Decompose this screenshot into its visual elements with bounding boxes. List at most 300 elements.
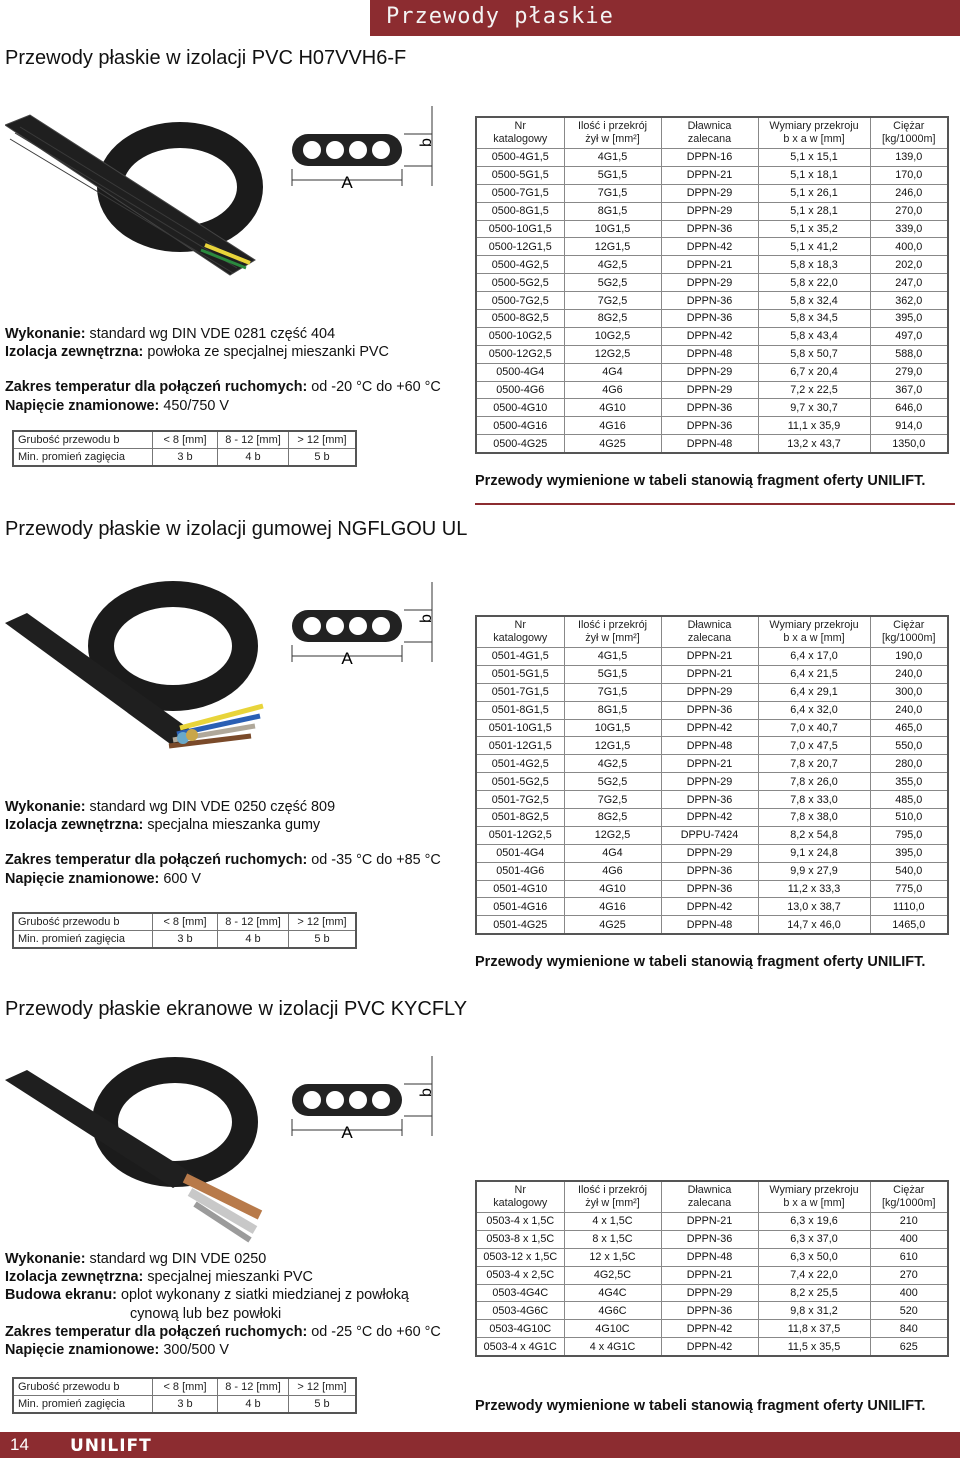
table-row [476, 773, 948, 791]
table-cell: 510,0 [870, 809, 948, 827]
bend-value-cell: 3 b [153, 1396, 218, 1414]
section-title-pvc: Przewody płaskie w izolacji PVC H07VVH6-F [5, 47, 407, 69]
table-cell: DPPN-36 [661, 791, 758, 809]
table-cell: 4G25 [564, 435, 661, 453]
table-cell: 6,3 x 37,0 [758, 1230, 870, 1248]
table-cell: 540,0 [870, 862, 948, 880]
table-cell: 367,0 [870, 381, 948, 399]
table-cell: DPPN-48 [661, 345, 758, 363]
table-cell: 12 x 1,5C [564, 1248, 661, 1266]
table-cell: 0503-4G10C [476, 1320, 564, 1338]
table-row [476, 435, 948, 453]
table-row [476, 1284, 948, 1302]
table-row [476, 399, 948, 417]
bend-header-cell: > 12 [mm] [289, 431, 357, 449]
table-cell: 0500-5G2,5 [476, 274, 564, 292]
table-cell: DPPN-29 [661, 274, 758, 292]
table-row [476, 310, 948, 328]
table-cell: 12G2,5 [564, 345, 661, 363]
table-cell: DPPN-21 [661, 256, 758, 274]
table-row [476, 844, 948, 862]
table-cell: 0503-4 x 2,5C [476, 1266, 564, 1284]
table-cell: 14,7 x 46,0 [758, 916, 870, 934]
table-cell: 0501-7G2,5 [476, 791, 564, 809]
table-cell: 240,0 [870, 701, 948, 719]
table-row [476, 238, 948, 256]
description-line [5, 325, 467, 343]
table-cell: DPPN-36 [661, 310, 758, 328]
dim-a-label: A [341, 173, 353, 192]
column-header: Nr katalogowy [476, 117, 564, 149]
table-cell: 190,0 [870, 648, 948, 666]
table-cell: 4G6 [564, 381, 661, 399]
column-header: Nr katalogowy [476, 1181, 564, 1213]
table-cell: 247,0 [870, 274, 948, 292]
table-cell: DPPN-36 [661, 1302, 758, 1320]
table-cell: DPPN-36 [661, 292, 758, 310]
table-cell: DPPN-29 [661, 363, 758, 381]
bend-value-cell: 4 b [218, 1396, 289, 1414]
description-label: Izolacja zewnętrzna: [5, 817, 144, 834]
table-cell: 362,0 [870, 292, 948, 310]
description-value: specjalna mieszanka gumy [143, 817, 321, 834]
table-cell: 6,4 x 21,5 [758, 665, 870, 683]
table-row [476, 166, 948, 184]
column-header: Dławnica zalecana [661, 117, 758, 149]
table-cell: DPPN-42 [661, 1338, 758, 1356]
dim-a-label: A [341, 1123, 353, 1142]
description-line [5, 1341, 467, 1359]
table-cell: 465,0 [870, 719, 948, 737]
description-label: Izolacja zewnętrzna: [5, 344, 144, 361]
table-cell: 5,1 x 41,2 [758, 238, 870, 256]
table-cell: 270 [870, 1266, 948, 1284]
table-cell: 7G2,5 [564, 292, 661, 310]
description-line [5, 870, 467, 888]
table-cell: 4G2,5 [564, 256, 661, 274]
description-line [5, 851, 467, 869]
cross-section-diagram [282, 104, 442, 214]
table-cell: DPPN-21 [661, 755, 758, 773]
column-header: Wymiary przekroju b x a w [mm] [758, 117, 870, 149]
table-cell: 12G1,5 [564, 238, 661, 256]
table-cell: 9,8 x 31,2 [758, 1302, 870, 1320]
table-cell: 6,7 x 20,4 [758, 363, 870, 381]
description-label: Napięcie znamionowe: [5, 1342, 160, 1359]
table-row [476, 1213, 948, 1231]
description-label: Wykonanie: [5, 326, 86, 342]
header-bar [370, 0, 960, 36]
table-cell: 646,0 [870, 399, 948, 417]
description-label: Wykonanie: [5, 1251, 86, 1267]
table-cell: 400 [870, 1284, 948, 1302]
table-cell: DPPN-36 [661, 880, 758, 898]
description-value: oplot wykonany z siatki miedzianej z powłoką [116, 1287, 409, 1304]
table-cell: 400,0 [870, 238, 948, 256]
table-cell: DPPN-29 [661, 844, 758, 862]
table-cell: 0501-12G1,5 [476, 737, 564, 755]
table-cell: 8G2,5 [564, 809, 661, 827]
table-cell: 395,0 [870, 844, 948, 862]
table-cell: DPPN-36 [661, 220, 758, 238]
table-row [476, 683, 948, 701]
description-value: od -35 °C do +85 °C [307, 852, 441, 869]
description-pvc [5, 325, 467, 415]
section-title-rubber: Przewody płaskie w izolacji gumowej NGFLGOU UL [5, 518, 468, 540]
table-cell: 0501-7G1,5 [476, 683, 564, 701]
table-cell: 5G1,5 [564, 166, 661, 184]
description-value: standard wg DIN VDE 0250 [85, 1251, 267, 1267]
table-cell: 1350,0 [870, 435, 948, 453]
table-cell: DPPN-21 [661, 648, 758, 666]
table-cell: 0503-4 x 1,5C [476, 1213, 564, 1231]
cross-section-diagram [282, 1054, 442, 1164]
table-cell: 9,9 x 27,9 [758, 862, 870, 880]
table-cell: 0501-4G1,5 [476, 648, 564, 666]
column-header: Ciężar [kg/1000m] [870, 616, 948, 648]
table-cell: DPPN-21 [661, 1213, 758, 1231]
table-row [476, 1248, 948, 1266]
table-cell: 4G10 [564, 399, 661, 417]
table-cell: 0500-4G1,5 [476, 149, 564, 167]
table-cell: 6,4 x 17,0 [758, 648, 870, 666]
column-header: Dławnica zalecana [661, 616, 758, 648]
table-cell: 7,8 x 33,0 [758, 791, 870, 809]
table-cell: 7,0 x 47,5 [758, 737, 870, 755]
table-cell: 9,1 x 24,8 [758, 844, 870, 862]
table-cell: 4G10C [564, 1320, 661, 1338]
table-cell: 7,0 x 40,7 [758, 719, 870, 737]
table-cell: DPPN-21 [661, 166, 758, 184]
table-row [476, 1302, 948, 1320]
table-cell: 400 [870, 1230, 948, 1248]
table-cell: 9,7 x 30,7 [758, 399, 870, 417]
table-cell: 0500-4G10 [476, 399, 564, 417]
table-cell: 5,1 x 28,1 [758, 202, 870, 220]
table-cell: 775,0 [870, 880, 948, 898]
cable-photo [5, 105, 265, 300]
table-cell: DPPN-36 [661, 1230, 758, 1248]
table-cell: 8G2,5 [564, 310, 661, 328]
bend-value-cell: Min. promień zagięcia [13, 449, 153, 467]
offer-note: Przewody wymienione w tabeli stanowią fragment oferty UNILIFT. [475, 1398, 926, 1414]
table-cell: DPPN-21 [661, 665, 758, 683]
table-cell: 0503-8 x 1,5C [476, 1230, 564, 1248]
table-cell: 7G2,5 [564, 791, 661, 809]
bend-value-cell: Min. promień zagięcia [13, 931, 153, 949]
description-value: standard wg DIN VDE 0281 część 404 [85, 326, 336, 342]
table-cell: 840 [870, 1320, 948, 1338]
table-cell: 0500-5G1,5 [476, 166, 564, 184]
description-line [5, 1323, 467, 1341]
table-cell: 0503-4 x 4G1C [476, 1338, 564, 1356]
description-line [5, 1268, 467, 1286]
table-cell: DPPN-36 [661, 399, 758, 417]
table-cell: 5,8 x 50,7 [758, 345, 870, 363]
table-cell: 5,8 x 18,3 [758, 256, 870, 274]
description-label: Zakres temperatur dla połączeń ruchomych: [5, 852, 308, 869]
table-row [476, 184, 948, 202]
table-cell: 11,2 x 33,3 [758, 880, 870, 898]
table-cell: 139,0 [870, 149, 948, 167]
bend-header-cell: < 8 [mm] [153, 1378, 218, 1396]
bend-header-cell: 8 - 12 [mm] [218, 1378, 289, 1396]
table-cell: 520 [870, 1302, 948, 1320]
column-header: Ilość i przekrój żył w [mm²] [564, 117, 661, 149]
table-cell: 0500-10G1,5 [476, 220, 564, 238]
description-line [5, 816, 467, 834]
table-cell: 0501-5G2,5 [476, 773, 564, 791]
table-cell: 497,0 [870, 327, 948, 345]
table-cell: 0503-4G4C [476, 1284, 564, 1302]
column-header: Ciężar [kg/1000m] [870, 117, 948, 149]
description-value: 300/500 V [159, 1342, 229, 1359]
table-cell: DPPN-42 [661, 898, 758, 916]
table-row [476, 417, 948, 435]
table-cell: 0501-4G2,5 [476, 755, 564, 773]
table-cell: 0501-4G6 [476, 862, 564, 880]
table-cell: 6,3 x 19,6 [758, 1213, 870, 1231]
description-label: Napięcie znamionowe: [5, 397, 160, 414]
table-cell: 10G2,5 [564, 327, 661, 345]
table-cell: 6,3 x 50,0 [758, 1248, 870, 1266]
dim-b-label: b [418, 614, 435, 623]
table-cell: 10G1,5 [564, 719, 661, 737]
table-cell: DPPN-29 [661, 202, 758, 220]
table-row [476, 220, 948, 238]
description-line [5, 1250, 467, 1268]
table-row [476, 327, 948, 345]
description-value: cynową lub bez powłoki [130, 1305, 282, 1322]
table-cell: DPPN-42 [661, 238, 758, 256]
table-cell: 0500-4G16 [476, 417, 564, 435]
table-cell: DPPU-7424 [661, 826, 758, 844]
table-cell: DPPN-29 [661, 683, 758, 701]
table-row [476, 292, 948, 310]
bend-value-cell: Min. promień zagięcia [13, 1396, 153, 1414]
table-cell: 0500-10G2,5 [476, 327, 564, 345]
column-header: Dławnica zalecana [661, 1181, 758, 1213]
table-cell: DPPN-48 [661, 737, 758, 755]
column-header: Nr katalogowy [476, 616, 564, 648]
table-cell: 0503-4G6C [476, 1302, 564, 1320]
table-cell: 795,0 [870, 826, 948, 844]
table-row [476, 381, 948, 399]
table-cell: 914,0 [870, 417, 948, 435]
table-cell: DPPN-36 [661, 417, 758, 435]
table-cell: 0501-10G1,5 [476, 719, 564, 737]
table-cell: 300,0 [870, 683, 948, 701]
table-row [476, 363, 948, 381]
catalog-table-pvc [475, 116, 949, 454]
table-cell: 395,0 [870, 310, 948, 328]
page-number: 14 [10, 1435, 29, 1454]
description-line [5, 343, 467, 361]
column-header: Ilość i przekrój żył w [mm²] [564, 616, 661, 648]
description-rubber [5, 798, 467, 888]
table-cell: 13,2 x 43,7 [758, 435, 870, 453]
table-cell: 0501-8G2,5 [476, 809, 564, 827]
description-line [5, 1305, 467, 1323]
description-label: Wykonanie: [5, 799, 86, 815]
table-cell: 7G1,5 [564, 683, 661, 701]
table-row [476, 755, 948, 773]
column-header: Wymiary przekroju b x a w [mm] [758, 1181, 870, 1213]
table-cell: 4G6C [564, 1302, 661, 1320]
table-cell: DPPN-21 [661, 1266, 758, 1284]
table-cell: 202,0 [870, 256, 948, 274]
description-value: od -20 °C do +60 °C [307, 379, 441, 396]
bend-radius-table [12, 1377, 357, 1414]
description-shielded [5, 1250, 467, 1359]
table-cell: 4G2,5 [564, 755, 661, 773]
cross-section-diagram [282, 580, 442, 690]
table-row [476, 202, 948, 220]
table-cell: 12G2,5 [564, 826, 661, 844]
table-cell: 7,8 x 20,7 [758, 755, 870, 773]
bend-value-cell: 5 b [289, 449, 357, 467]
table-cell: 1110,0 [870, 898, 948, 916]
table-cell: 5,8 x 34,5 [758, 310, 870, 328]
description-line [5, 378, 467, 396]
table-row [476, 1230, 948, 1248]
column-header: Wymiary przekroju b x a w [mm] [758, 616, 870, 648]
bend-header-cell: 8 - 12 [mm] [218, 913, 289, 931]
table-cell: DPPN-29 [661, 773, 758, 791]
table-cell: DPPN-42 [661, 1320, 758, 1338]
offer-note: Przewody wymienione w tabeli stanowią fragment oferty UNILIFT. [475, 954, 926, 970]
table-cell: 610 [870, 1248, 948, 1266]
table-cell: DPPN-48 [661, 1248, 758, 1266]
table-row [476, 149, 948, 167]
table-cell: 0500-7G1,5 [476, 184, 564, 202]
table-cell: 4 x 1,5C [564, 1213, 661, 1231]
description-line [5, 1286, 467, 1304]
table-cell: 7,8 x 26,0 [758, 773, 870, 791]
table-cell: 625 [870, 1338, 948, 1356]
table-cell: 11,5 x 35,5 [758, 1338, 870, 1356]
table-row [476, 274, 948, 292]
table-cell: DPPN-29 [661, 381, 758, 399]
table-cell: 4G4 [564, 363, 661, 381]
description-value: od -25 °C do +60 °C [307, 1323, 441, 1340]
table-row [476, 916, 948, 934]
table-cell: 5G2,5 [564, 274, 661, 292]
table-cell: 0501-5G1,5 [476, 665, 564, 683]
cable-photo [5, 578, 265, 773]
table-cell: 550,0 [870, 737, 948, 755]
table-cell: 4G1,5 [564, 648, 661, 666]
table-cell: 7G1,5 [564, 184, 661, 202]
table-cell: DPPN-16 [661, 149, 758, 167]
bend-header-cell: 8 - 12 [mm] [218, 431, 289, 449]
description-line [5, 798, 467, 816]
table-cell: 0500-12G1,5 [476, 238, 564, 256]
table-cell: 8,2 x 25,5 [758, 1284, 870, 1302]
table-cell: 6,4 x 32,0 [758, 701, 870, 719]
table-cell: DPPN-48 [661, 916, 758, 934]
table-row [476, 862, 948, 880]
bend-value-cell: 5 b [289, 931, 357, 949]
table-cell: 0500-12G2,5 [476, 345, 564, 363]
table-cell: 1465,0 [870, 916, 948, 934]
bend-header-cell: > 12 [mm] [289, 913, 357, 931]
table-cell: 5,1 x 26,1 [758, 184, 870, 202]
table-cell: 355,0 [870, 773, 948, 791]
catalog-table-rubber [475, 615, 949, 935]
table-cell: DPPN-36 [661, 701, 758, 719]
bend-value-cell: 4 b [218, 449, 289, 467]
table-row [476, 701, 948, 719]
footer-bar [0, 1432, 960, 1458]
description-label: Napięcie znamionowe: [5, 870, 160, 887]
table-cell: 13,0 x 38,7 [758, 898, 870, 916]
cable-photo [5, 1050, 265, 1245]
description-value: powłoka ze specjalnej mieszanki PVC [143, 344, 389, 361]
bend-header-cell: Grubość przewodu b [13, 431, 153, 449]
table-cell: 210 [870, 1213, 948, 1231]
offer-note: Przewody wymienione w tabeli stanowią fragment oferty UNILIFT. [475, 473, 926, 489]
table-cell: DPPN-42 [661, 719, 758, 737]
table-row [476, 791, 948, 809]
table-cell: 4G16 [564, 898, 661, 916]
table-cell: 240,0 [870, 665, 948, 683]
table-cell: 339,0 [870, 220, 948, 238]
table-row [476, 826, 948, 844]
brand-logo: UNILIFT [70, 1436, 152, 1456]
table-cell: 4G1,5 [564, 149, 661, 167]
description-label: Zakres temperatur dla połączeń ruchomych: [5, 379, 308, 396]
bend-header-cell: Grubość przewodu b [13, 913, 153, 931]
table-cell: 0500-8G2,5 [476, 310, 564, 328]
dim-a-label: A [341, 649, 353, 668]
table-cell: DPPN-48 [661, 435, 758, 453]
table-cell: 270,0 [870, 202, 948, 220]
table-cell: 4G2,5C [564, 1266, 661, 1284]
table-row [476, 809, 948, 827]
bend-radius-table [12, 912, 357, 949]
table-cell: 4G25 [564, 916, 661, 934]
divider [475, 503, 955, 505]
table-cell: DPPN-29 [661, 1284, 758, 1302]
table-row [476, 648, 948, 666]
table-cell: 5,8 x 43,4 [758, 327, 870, 345]
table-cell: DPPN-36 [661, 862, 758, 880]
table-cell: 280,0 [870, 755, 948, 773]
table-cell: 4G16 [564, 417, 661, 435]
table-cell: 5,1 x 18,1 [758, 166, 870, 184]
table-cell: 5,1 x 35,2 [758, 220, 870, 238]
bend-header-cell: < 8 [mm] [153, 431, 218, 449]
bend-value-cell: 5 b [289, 1396, 357, 1414]
bend-value-cell: 3 b [153, 449, 218, 467]
table-cell: 4G6 [564, 862, 661, 880]
table-cell: 0501-4G4 [476, 844, 564, 862]
bend-value-cell: 3 b [153, 931, 218, 949]
description-value: 600 V [159, 870, 201, 887]
table-cell: 7,4 x 22,0 [758, 1266, 870, 1284]
table-row [476, 898, 948, 916]
description-label: Budowa ekranu: [5, 1287, 117, 1304]
table-cell: 8 x 1,5C [564, 1230, 661, 1248]
table-cell: 8G1,5 [564, 202, 661, 220]
description-value: 450/750 V [159, 397, 229, 414]
description-value: standard wg DIN VDE 0250 część 809 [85, 799, 336, 815]
table-cell: 485,0 [870, 791, 948, 809]
table-cell: 0501-4G16 [476, 898, 564, 916]
table-cell: 5,8 x 32,4 [758, 292, 870, 310]
section-title-shielded: Przewody płaskie ekranowe w izolacji PVC KYCFLY [5, 998, 468, 1020]
